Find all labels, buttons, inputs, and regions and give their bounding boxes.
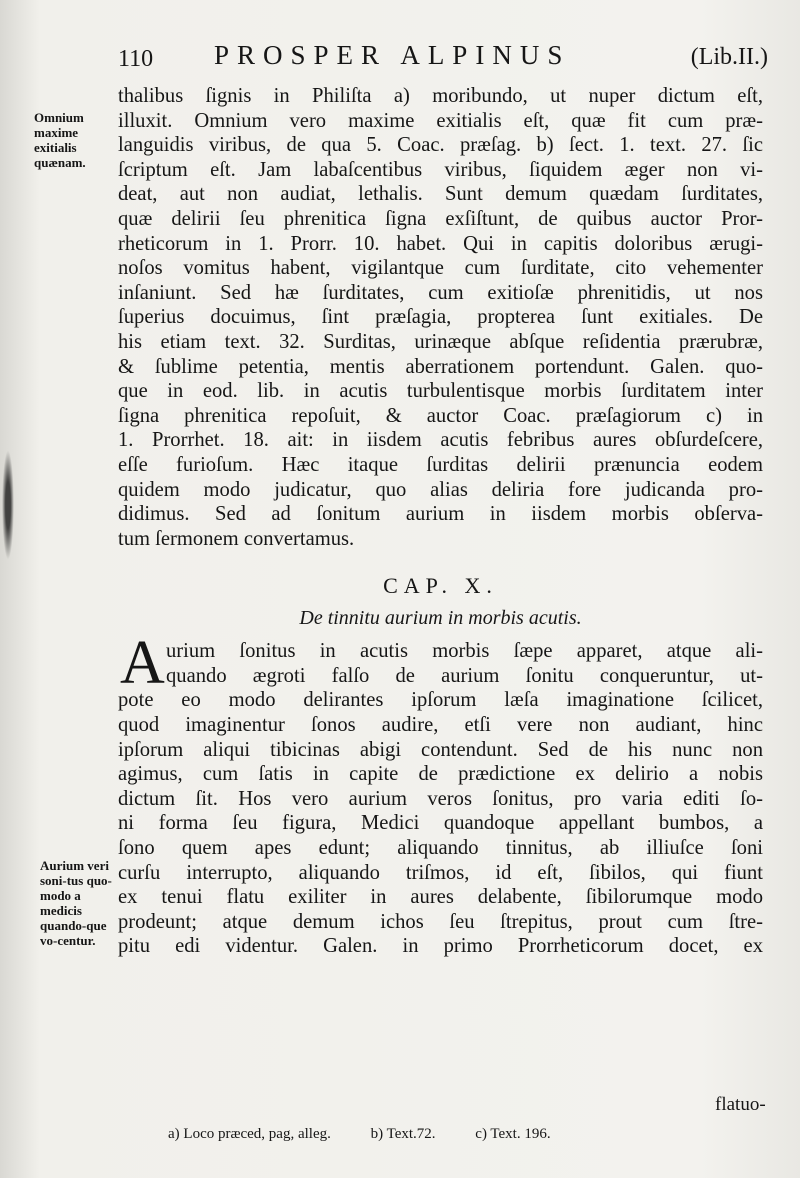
page-number: 110 <box>118 46 154 72</box>
text-line: didimus. Sed ad ſonitum aurium in iisdem morbis obſerva- <box>118 503 763 526</box>
text-line: que in eod. lib. in acutis turbulentisque morbis ſurditatem inter <box>118 380 763 403</box>
text-line: his etiam text. 32. Surditas, urinæque abſque reſidentia prærubræ, <box>118 330 763 353</box>
text-line: & ſublime petentia, mentis aberrationem portendunt. Galen. quo- <box>118 355 763 378</box>
text-line: quæ delirii ſeu phrenitica ſigna exſiſtunt, de quibus auctor Pror- <box>118 207 763 230</box>
page-header <box>118 40 768 80</box>
text-line: noſos vomitus habent, vigilantque cum ſurditate, cito vehementer <box>118 257 763 280</box>
paragraph-surditas <box>118 84 763 551</box>
text-line: illuxit. Omnium vero maxime exitialis eſt, quæ fit cum præ- <box>118 109 763 132</box>
text-line: ſono quem apes edunt; aliquando tinnitus, ab illiuſce ſoni <box>118 837 763 860</box>
paragraph-tinnitus <box>118 629 763 959</box>
text-line: rheticorum in 1. Prorr. 10. habet. Qui in capitis doloribus ærugi- <box>118 232 763 255</box>
binding-shadow <box>2 450 14 560</box>
text-line: prodeunt; atque demum ichos ſeu ſtrepitus, prout cum ſtre- <box>118 910 763 933</box>
text-line: thalibus ſignis in Philiſta a) moribundo, ut nuper dictum eſt, <box>118 85 763 107</box>
text-line: tum ſermonem convertamus. <box>118 527 355 550</box>
footnotes <box>168 1126 708 1143</box>
margin-note-aurium: Aurium veri soni-tus quo-modo a medicis quando-que vo-centur. <box>40 858 112 948</box>
chapter-title: CAP. X. <box>383 573 498 599</box>
footnote-a: a) Loco præced, pag, alleg. <box>168 1126 331 1142</box>
text-line: dictum ſit. Hos vero aurium veros ſonitus, pro varia editi ſo- <box>118 787 763 810</box>
text-line: quod imaginentur ſonos audire, etſi vere non audiant, hinc <box>118 714 763 737</box>
text-line: eſſe furioſum. Hæc itaque ſurditas delirii prænuncia eodem <box>118 453 763 476</box>
text-line: curſu interrupto, aliquando triſmos, id eſt, ſibilos, qui fiunt <box>118 861 763 884</box>
footnote-b: b) Text.72. <box>370 1126 436 1142</box>
footnote-c: c) Text. 196. <box>475 1126 551 1142</box>
text-line: ex tenui flatu exiliter in aures delabente, ſibilorumque modo <box>118 886 763 909</box>
text-line: inſaniunt. Sed hæ ſurditates, cum exitioſæ phrenitidis, ut nos <box>118 281 763 304</box>
text-line: ſuperius docuimus, ſint præſagia, propterea ſunt exitiales. De <box>118 306 763 329</box>
text-line: ſigna phrenitica repoſuit, & auctor Coac. præſagiorum c) in <box>118 404 763 427</box>
text-line: ipſorum aliqui tibicinas abigi contendunt. Sed de his nunc non <box>118 738 763 761</box>
text-line: agimus, cum ſatis in capite de prædictione ex delirio a nobis <box>118 763 763 786</box>
text-line: 1. Prorrhet. 18. ait: in iisdem acutis febribus aures obſurdeſcere, <box>118 429 763 452</box>
catchword: flatuo- <box>715 1094 766 1115</box>
drop-cap: A <box>120 629 165 698</box>
text-line: ni forma ſeu figura, Medici quandoque appellant bumbos, a <box>118 812 763 835</box>
text-line: pitu edi videntur. Galen. in primo Prorrheticorum docet, ex <box>118 935 763 958</box>
text-line: quidem modo judicatur, quo alias deliria fore judicanda pro- <box>118 478 763 501</box>
text-line: urium ſonitus in acutis morbis ſæpe apparet, atque ali- <box>166 640 763 663</box>
main-text <box>118 84 763 959</box>
running-title: PROSPER ALPINUS <box>214 40 571 70</box>
text-line: pote eo modo delirantes ipſorum læſa imaginatione ſcilicet, <box>118 689 763 712</box>
text-line: languidis viribus, de qua 5. Coac. præſag. b) ſect. 1. text. 27. ſic <box>118 134 763 157</box>
book-number: (Lib.II.) <box>690 44 768 70</box>
text-line: quando ægroti falſo de aurium ſonitu conqueruntur, ut- <box>166 664 763 687</box>
margin-note-exitialis: Omnium maxime exitialis quænam. <box>34 110 86 170</box>
chapter-subtitle: De tinnitu aurium in morbis acutis. <box>299 607 582 630</box>
text-line: deat, aut non audiat, lethalis. Sunt demum quædam ſurditates, <box>118 183 763 206</box>
text-line: ſcriptum eſt. Jam labaſcentibus viribus, ſiquidem æger non vi- <box>118 158 763 181</box>
